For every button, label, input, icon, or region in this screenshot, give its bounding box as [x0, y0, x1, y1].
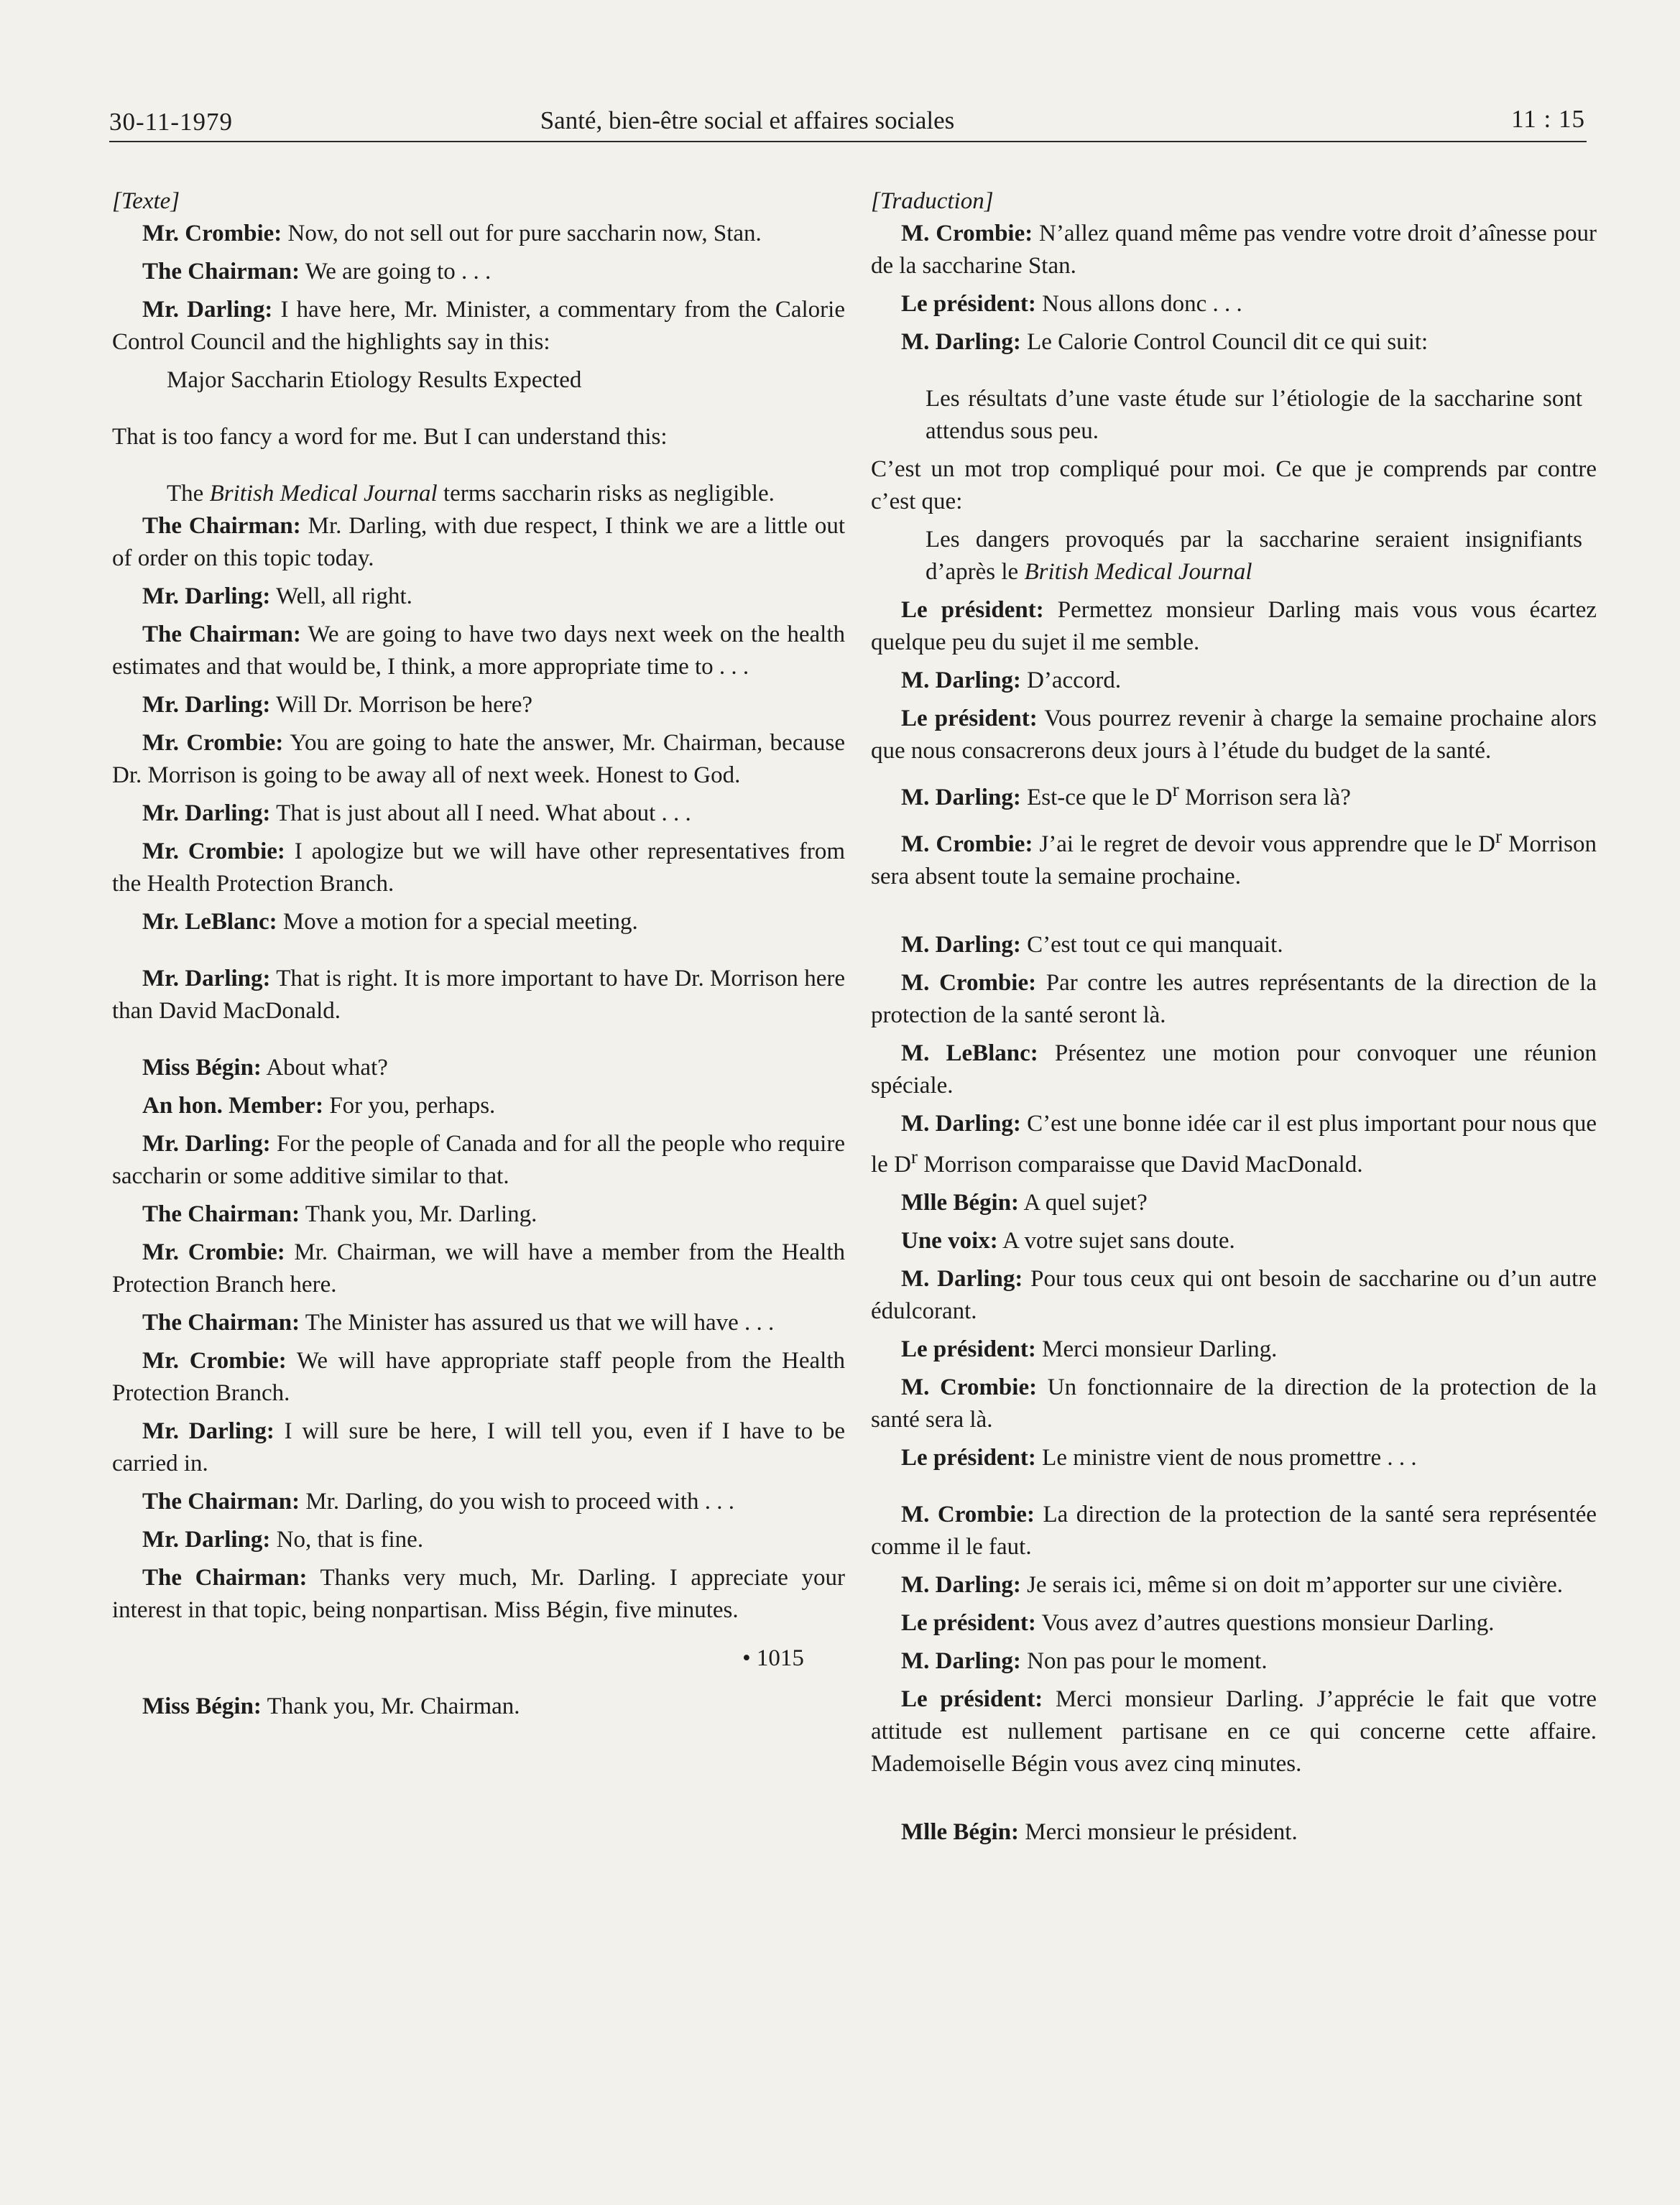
speech-text: A quel sujet? — [1019, 1190, 1148, 1216]
speech-text: For you, perhaps. — [323, 1093, 496, 1119]
speaker-name: The Chairman: — [142, 1201, 300, 1227]
speech-paragraph — [112, 836, 845, 900]
plain-paragraph: That is too fancy a word for me. But I can understand this: — [112, 424, 668, 450]
speech-paragraph — [871, 1607, 1597, 1640]
speech-paragraph — [112, 906, 845, 938]
speech-text: Le Calorie Control Council dit ce qui suit: — [1020, 329, 1429, 355]
speech-text: Merci monsieur Darling. J’apprécie le fait que votre attitude est nullement partisane en ce qui concerne cette affaire. Mademoiselle Bégin vous avez cinq minutes. — [871, 1686, 1597, 1777]
speech-text: That is just about all I need. What about . . . — [270, 800, 691, 826]
superscript: r — [1172, 778, 1179, 800]
speaker-name: M. Darling: — [901, 1572, 1021, 1598]
speaker-name: Le président: — [901, 291, 1036, 317]
speaker-name: Miss Bégin: — [142, 1693, 262, 1719]
speech-text: We will have appropriate staff people from the Health Protection Branch. — [112, 1348, 846, 1406]
speaker-name: Le président: — [901, 706, 1038, 731]
speech-text: Vous pourrez revenir à charge la semaine prochaine alors que nous consacrerons deux jours à l’étude du budget de la santé. — [871, 706, 1597, 764]
speech-paragraph — [871, 594, 1597, 659]
speech-text: Permettez monsieur Darling mais vous vous écartez quelque peu du sujet il me semble. — [871, 597, 1597, 655]
speech-paragraph — [871, 1187, 1597, 1219]
speech-text: Présentez une motion pour convoquer une réunion spéciale. — [871, 1040, 1597, 1099]
speaker-name: M. Darling: — [901, 1648, 1021, 1674]
speech-paragraph — [871, 1333, 1597, 1366]
block-quote: Major Saccharin Etiology Results Expected — [167, 367, 582, 393]
speech-paragraph — [871, 929, 1597, 961]
speech-paragraph — [112, 294, 845, 359]
speech-text: C’est une bonne idée car il est plus important pour nous que le D — [871, 1111, 1597, 1178]
speaker-name: Mr. Crombie: — [142, 221, 282, 246]
speaker-name: M. Darling: — [901, 329, 1021, 355]
speech-text: Morrison sera absent toute la semaine prochaine. — [871, 831, 1597, 889]
speech-text: We are going to . . . — [300, 259, 491, 285]
speech-text: Merci monsieur Darling. — [1035, 1336, 1278, 1362]
speaker-name: Mr. Darling: — [142, 692, 271, 718]
speaker-name: Miss Bégin: — [142, 1055, 262, 1081]
quote-text: The — [167, 481, 210, 507]
speech-text: Le ministre vient de nous promettre . . . — [1035, 1445, 1417, 1471]
speaker-name: M. Crombie: — [901, 831, 1033, 857]
speaker-name: M. LeBlanc: — [901, 1040, 1038, 1066]
speech-paragraph — [871, 1683, 1597, 1780]
header-title: Santé, bien-être social et affaires sociales — [540, 106, 955, 134]
speech-paragraph — [112, 218, 845, 250]
speech-paragraph — [112, 1486, 845, 1518]
speaker-name: Le président: — [901, 1610, 1036, 1636]
speech-text: Thank you, Mr. Chairman. — [261, 1693, 520, 1719]
speaker-name: M. Darling: — [901, 667, 1021, 693]
speech-paragraph — [871, 288, 1597, 320]
speaker-name: Mr. Darling: — [142, 1418, 274, 1444]
speech-text: Move a motion for a special meeting. — [277, 909, 638, 935]
speaker-name: Mr. Darling: — [142, 966, 271, 991]
speaker-name: The Chairman: — [142, 1565, 308, 1591]
speaker-name: The Chairman: — [142, 621, 301, 647]
speech-text: J’ai le regret de devoir vous apprendre que le D — [1033, 831, 1495, 857]
block-quote: Les résultats d’une vaste étude sur l’étiologie de la saccharine sont attendus sous peu. — [926, 386, 1582, 444]
speaker-name: Le président: — [901, 1686, 1043, 1712]
speech-paragraph — [871, 665, 1597, 697]
english-column — [112, 185, 845, 1723]
speaker-name: M. Crombie: — [901, 221, 1033, 246]
speaker-name: M. Darling: — [901, 1111, 1021, 1137]
speech-paragraph — [112, 1562, 845, 1627]
french-column — [871, 185, 1597, 1849]
speech-paragraph — [871, 703, 1597, 767]
speaker-name: M. Crombie: — [901, 1374, 1038, 1400]
speech-paragraph — [112, 1090, 845, 1122]
speech-paragraph — [871, 1225, 1597, 1257]
speech-text: You are going to hate the answer, Mr. Chairman, because Dr. Morrison is going to be away all of next week. Honest to God. — [112, 730, 845, 788]
speech-text: Morrison sera là? — [1178, 785, 1351, 810]
speaker-name: Une voix: — [901, 1228, 998, 1254]
speech-paragraph — [112, 963, 845, 1027]
speaker-name: M. Crombie: — [901, 1502, 1035, 1527]
speech-text: Morrison comparaisse que David MacDonald. — [918, 1152, 1363, 1178]
speech-paragraph — [112, 1236, 845, 1301]
speaker-name: Mr. Crombie: — [142, 730, 284, 756]
section-marker: [Traduction] — [871, 188, 994, 214]
speaker-name: M. Darling: — [901, 785, 1021, 810]
speech-text: Non pas pour le moment. — [1020, 1648, 1268, 1674]
speech-paragraph — [871, 1569, 1597, 1601]
speech-paragraph — [112, 581, 845, 613]
speech-text: Mr. Darling, do you wish to proceed with . . . — [300, 1489, 735, 1515]
header-date: 30-11-1979 — [109, 108, 234, 136]
quote-text: terms saccharin risks as negligible. — [437, 481, 775, 507]
speech-text: Est-ce que le D — [1020, 785, 1173, 810]
speech-text: La direction de la protection de la santé sera représentée comme il le faut. — [871, 1502, 1597, 1560]
speech-text: Par contre les autres représentants de la direction de la protection de la santé seront là. — [871, 970, 1597, 1028]
speech-paragraph — [871, 1037, 1597, 1102]
speaker-name: M. Darling: — [901, 1266, 1023, 1292]
speech-text: I will sure be here, I will tell you, even if I have to be carried in. — [112, 1418, 845, 1476]
speaker-name: M. Darling: — [901, 932, 1021, 958]
speaker-name: Le président: — [901, 597, 1044, 623]
speech-text: We are going to have two days next week on the health estimates and that would be, I think, a more appropriate time to . . . — [112, 621, 845, 680]
speech-text: I apologize but we will have other representatives from the Health Protection Branch. — [112, 838, 845, 897]
speaker-name: The Chairman: — [142, 259, 300, 285]
speech-text: Thank you, Mr. Darling. — [300, 1201, 537, 1227]
speaker-name: Le président: — [901, 1445, 1036, 1471]
speech-paragraph — [112, 1691, 845, 1723]
speech-paragraph — [112, 689, 845, 721]
speech-paragraph — [112, 727, 845, 792]
plain-paragraph: C’est un mot trop compliqué pour moi. Ce que je comprends par contre c’est que: — [871, 456, 1597, 514]
speaker-name: The Chairman: — [142, 1489, 300, 1515]
speaker-name: Mr. Darling: — [142, 1131, 271, 1157]
speech-paragraph — [871, 967, 1597, 1032]
speech-paragraph — [871, 1645, 1597, 1678]
speaker-name: Le président: — [901, 1336, 1036, 1362]
speaker-name: The Chairman: — [142, 513, 301, 539]
speech-paragraph — [871, 1108, 1597, 1181]
speech-text: Thanks very much, Mr. Darling. I appreciate your interest in that topic, being nonpartisan. Miss Bégin, five minutes. — [112, 1565, 846, 1623]
time-marker: • 1015 — [742, 1645, 804, 1671]
speech-text: Vous avez d’autres questions monsieur Darling. — [1035, 1610, 1495, 1636]
speech-text: N’allez quand même pas vendre votre droit d’aînesse pour de la saccharine Stan. — [871, 221, 1597, 279]
block-quote — [112, 478, 845, 510]
speech-text: The Minister has assured us that we will have . . . — [300, 1310, 775, 1336]
speech-paragraph — [112, 798, 845, 830]
speech-text: Un fonctionnaire de la direction de la protection de la santé sera là. — [871, 1374, 1597, 1433]
speaker-name: Mr. Darling: — [142, 297, 273, 323]
speech-text: Pour tous ceux qui ont besoin de saccharine ou d’un autre édulcorant. — [871, 1266, 1597, 1324]
speech-text: Well, all right. — [270, 583, 412, 609]
speech-paragraph — [871, 820, 1597, 893]
speech-paragraph — [112, 1524, 845, 1556]
superscript: r — [910, 1145, 918, 1168]
speech-text: Mr. Darling, with due respect, I think we are a little out of order on this topic today. — [112, 513, 846, 571]
superscript: r — [1495, 825, 1503, 847]
speech-paragraph — [871, 1816, 1597, 1849]
speech-text: D’accord. — [1020, 667, 1122, 693]
speech-text: For the people of Canada and for all the people who require saccharin or some additive similar to that. — [112, 1131, 845, 1189]
speech-text: About what? — [261, 1055, 388, 1081]
section-marker: [Texte] — [112, 188, 180, 214]
speech-paragraph — [871, 1499, 1597, 1563]
speech-text: Now, do not sell out for pure saccharin now, Stan. — [282, 221, 762, 246]
speech-paragraph — [112, 1052, 845, 1084]
speech-text: Will Dr. Morrison be here? — [270, 692, 533, 718]
speech-text: Mr. Chairman, we will have a member from the Health Protection Branch here. — [112, 1239, 845, 1298]
speech-text: Nous allons donc . . . — [1035, 291, 1242, 317]
speech-text: That is right. It is more important to have Dr. Morrison here than David MacDonald. — [112, 966, 845, 1024]
speech-text: No, that is fine. — [270, 1527, 424, 1553]
speaker-name: Mlle Bégin: — [901, 1819, 1020, 1845]
speaker-name: Mr. Darling: — [142, 800, 271, 826]
speech-paragraph — [871, 326, 1597, 359]
speech-text: A votre sujet sans doute. — [997, 1228, 1235, 1254]
speaker-name: Mr. Darling: — [142, 583, 271, 609]
speaker-name: Mr. Crombie: — [142, 1348, 287, 1374]
journal-title: British Medical Journal — [209, 481, 438, 507]
speech-text: Je serais ici, même si on doit m’apporter sur une civière. — [1020, 1572, 1563, 1598]
speaker-name: Mr. Crombie: — [142, 838, 285, 864]
speech-paragraph — [112, 256, 845, 288]
speech-paragraph — [112, 1415, 845, 1480]
speech-paragraph — [112, 1198, 845, 1231]
speaker-name: Mlle Bégin: — [901, 1190, 1020, 1216]
header-rule — [109, 141, 1587, 142]
speech-text: C’est tout ce qui manquait. — [1020, 932, 1283, 958]
header-page-number: 11 : 15 — [1511, 105, 1585, 133]
speaker-name: Mr. LeBlanc: — [142, 909, 277, 935]
speech-text: Merci monsieur le président. — [1019, 1819, 1298, 1845]
speech-paragraph — [871, 773, 1597, 814]
speaker-name: The Chairman: — [142, 1310, 300, 1336]
speech-paragraph — [871, 1372, 1597, 1436]
speaker-name: M. Crombie: — [901, 970, 1037, 996]
speech-paragraph — [112, 1345, 845, 1410]
speech-text: I have here, Mr. Minister, a commentary from the Calorie Control Council and the highlights say in this: — [112, 297, 845, 355]
quote-text: Les dangers provoqués par la saccharine seraient insignifiants d’après le — [926, 527, 1582, 585]
speech-paragraph — [112, 1307, 845, 1339]
journal-title: British Medical Journal — [1024, 559, 1252, 585]
speech-paragraph — [112, 1128, 845, 1193]
speech-paragraph — [871, 1442, 1597, 1474]
speech-paragraph — [871, 218, 1597, 282]
speaker-name: An hon. Member: — [142, 1093, 324, 1119]
speech-paragraph — [112, 510, 845, 575]
speech-paragraph — [871, 1263, 1597, 1328]
block-quote — [871, 524, 1597, 588]
speaker-name: Mr. Crombie: — [142, 1239, 285, 1265]
speech-paragraph — [112, 619, 845, 683]
speaker-name: Mr. Darling: — [142, 1527, 271, 1553]
